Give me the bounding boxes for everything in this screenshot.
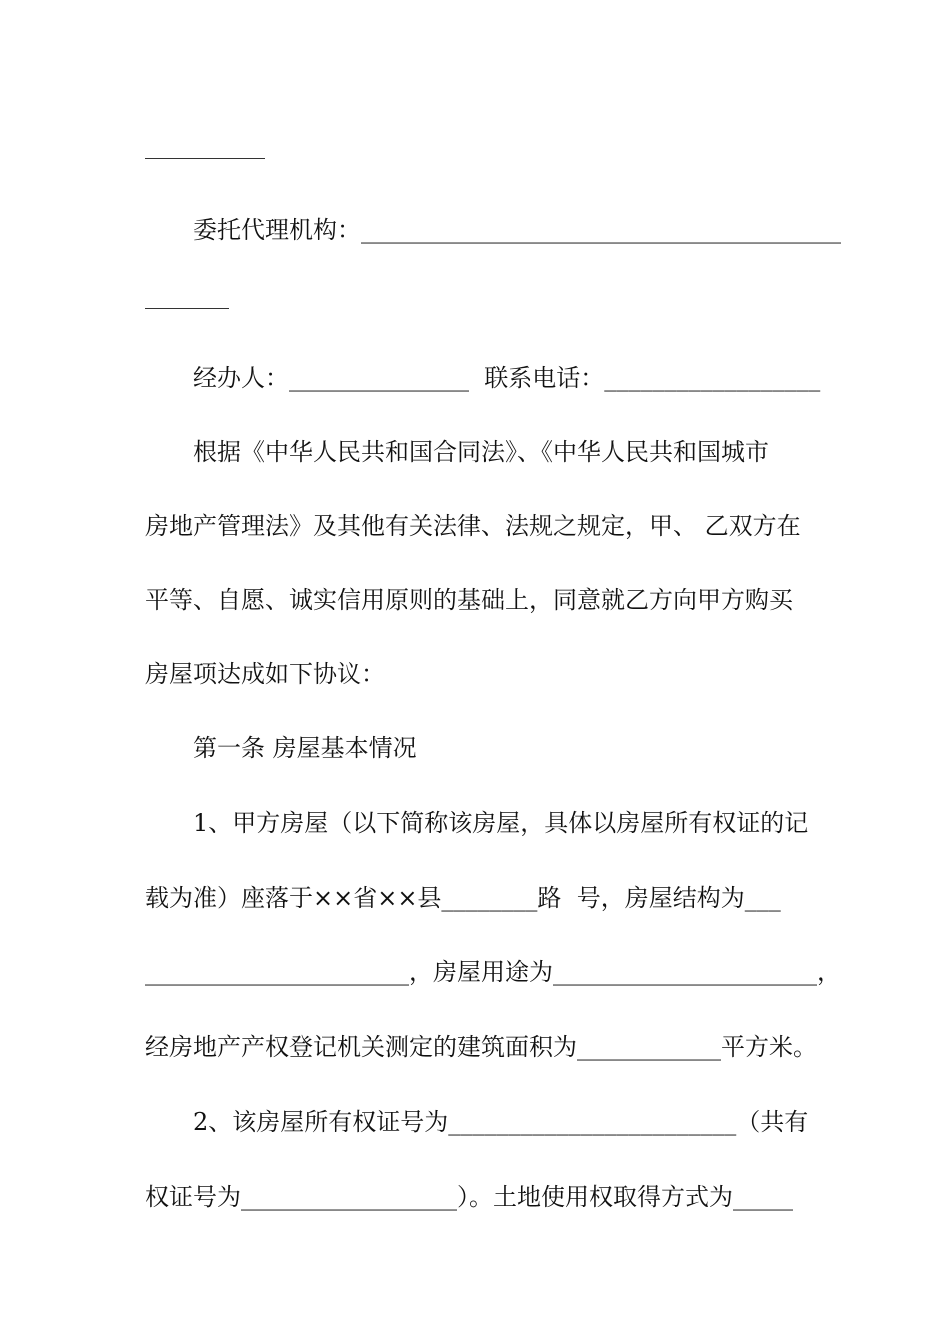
paragraph-line: 房地产管理法》及其他有关法律、法规之规定，甲、 乙双方在 [145,512,801,540]
blank-line-continuation [145,308,229,309]
paragraph-line: 2、该房屋所有权证号为________________________（共有 [193,1108,809,1136]
paragraph-line: 平等、自愿、诚实信用原则的基础上，同意就乙方向甲方购买 [145,586,793,614]
article-heading: 第一条 房屋基本情况 [193,734,417,762]
blank-line-continuation [145,158,265,159]
paragraph-line: 房屋项达成如下协议： [145,660,385,688]
agent-institution-line: 委托代理机构：________________________________________ [193,216,841,244]
paragraph-line: 载为准）座落于××省××县________路 号，房屋结构为___ [145,884,781,912]
paragraph-line: 权证号为__________________）。土地使用权取得方式为_____ [145,1183,793,1211]
paragraph-line: ______________________，房屋用途为______________________， [145,958,841,986]
paragraph-line: 根据《中华人民共和国合同法》、《中华人民共和国城市 [193,438,769,466]
paragraph-line: 1、甲方房屋（以下简称该房屋，具体以房屋所有权证的记 [193,809,809,837]
handler-phone-line: 经办人：_______________ 联系电话：__________________ [193,364,821,392]
paragraph-line: 经房地产产权登记机关测定的建筑面积为____________平方米。 [145,1033,817,1061]
